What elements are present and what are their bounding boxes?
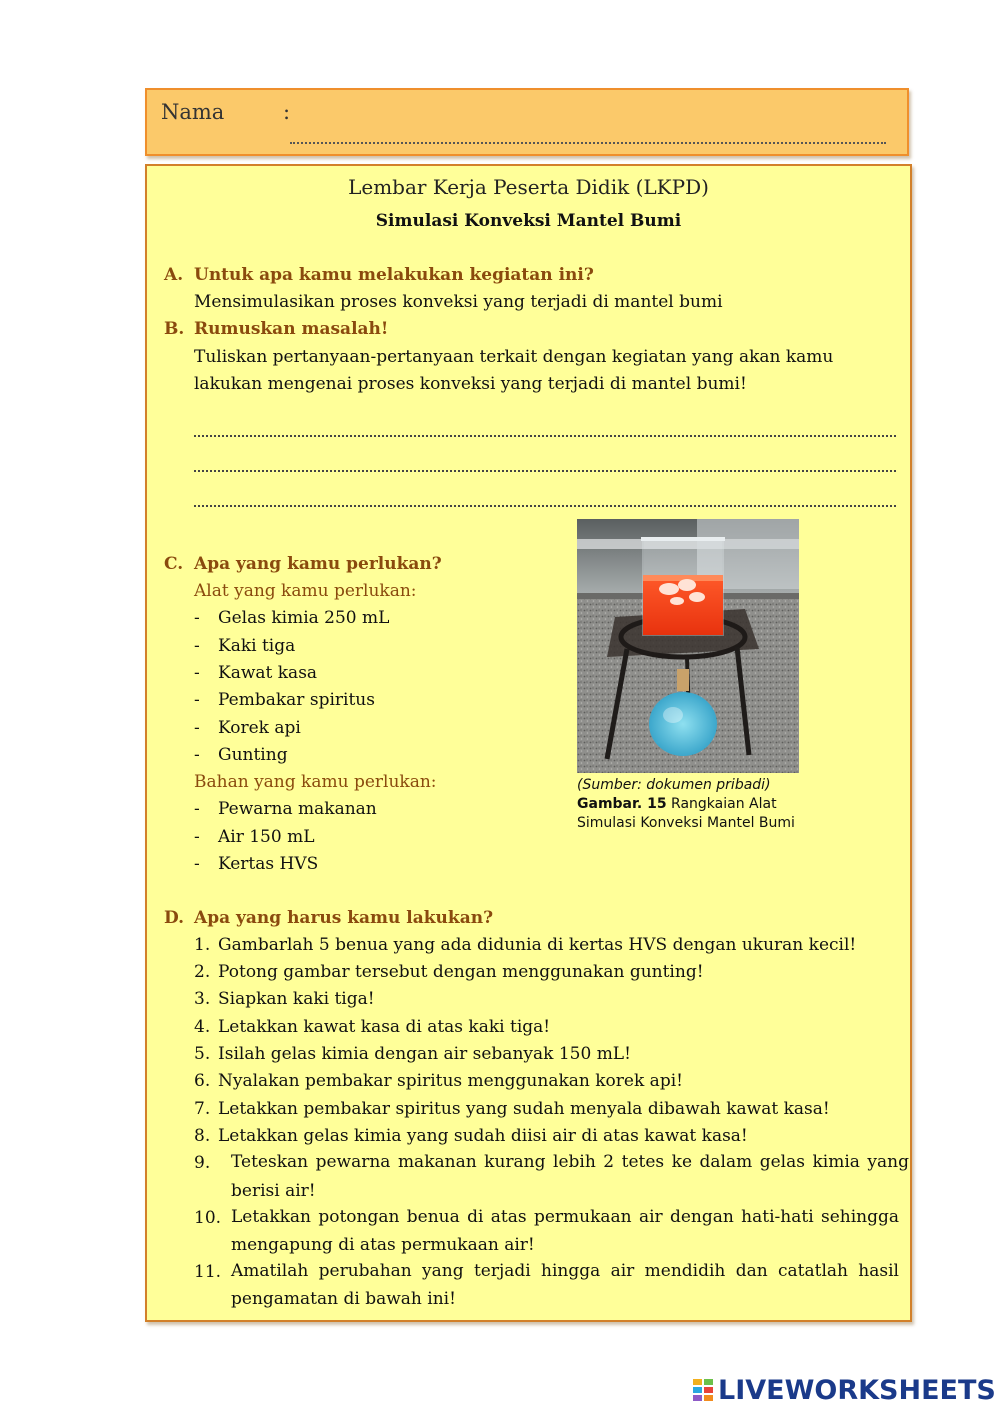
step-text: Isilah gelas kimia dengan air sebanyak 150 mL!: [218, 1044, 631, 1064]
section-b-text-line1: Tuliskan pertanyaan-pertanyaan terkait dengan kegiatan yang akan kamu: [194, 347, 834, 367]
step-number: 6.: [194, 1071, 211, 1091]
step-text: Letakkan pembakar spiritus yang sudah menyala dibawah kawat kasa!: [218, 1099, 830, 1119]
section-b-letter: B.: [164, 319, 185, 339]
step-number: 2.: [194, 962, 211, 982]
step-text: Letakkan gelas kimia yang sudah diisi air di atas kawat kasa!: [218, 1126, 748, 1146]
logo-blocks-icon: [692, 1378, 714, 1402]
name-box: [145, 88, 909, 156]
step-number: 8.: [194, 1126, 211, 1146]
step-number: 5.: [194, 1044, 211, 1064]
answer-line-2[interactable]: [194, 470, 896, 472]
section-a-text: Mensimulasikan proses konveksi yang terjadi di mantel bumi: [194, 292, 723, 312]
list-item: Kaki tiga: [218, 636, 296, 656]
step-text-cont: pengamatan di bawah ini!: [231, 1289, 456, 1309]
list-bullet: -: [194, 608, 200, 628]
figure-source: (Sumber: dokumen pribadi): [577, 777, 771, 793]
page-title: Lembar Kerja Peserta Didik (LKPD): [348, 175, 709, 199]
list-bullet: -: [194, 663, 200, 683]
name-label: Nama: [161, 100, 225, 124]
figure-caption-line1: [577, 795, 777, 814]
step-text-cont: berisi air!: [231, 1181, 316, 1201]
step-text: Potong gambar tersebut dengan menggunakan gunting!: [218, 962, 704, 982]
step-text: Letakkan potongan benua di atas permukaan air dengan hati-hati sehingga: [231, 1207, 899, 1227]
tools-label: Alat yang kamu perlukan:: [194, 581, 417, 601]
experiment-photo: [577, 519, 799, 773]
section-a-letter: A.: [164, 265, 184, 285]
step-text: Teteskan pewarna makanan kurang lebih 2 tetes ke dalam gelas kimia yang: [231, 1152, 909, 1172]
figure-caption-text: Rangkaian Alat: [671, 796, 777, 812]
list-item: Pembakar spiritus: [218, 690, 375, 710]
list-item: Kertas HVS: [218, 854, 319, 874]
list-bullet: -: [194, 827, 200, 847]
step-number: 10.: [194, 1208, 222, 1228]
page-subtitle: Simulasi Konveksi Mantel Bumi: [375, 211, 682, 231]
list-bullet: -: [194, 799, 200, 819]
list-item: Gelas kimia 250 mL: [218, 608, 390, 628]
list-item: Pewarna makanan: [218, 799, 377, 819]
step-text: Siapkan kaki tiga!: [218, 989, 375, 1009]
step-text: Gambarlah 5 benua yang ada didunia di kertas HVS dengan ukuran kecil!: [218, 935, 857, 955]
experiment-illustration: [577, 519, 799, 773]
step-text-cont: mengapung di atas permukaan air!: [231, 1235, 535, 1255]
list-item: Gunting: [218, 745, 288, 765]
list-item: Korek api: [218, 718, 301, 738]
answer-line-1[interactable]: [194, 435, 896, 437]
section-d-heading: Apa yang harus kamu lakukan?: [194, 908, 494, 928]
step-number: 7.: [194, 1099, 211, 1119]
list-bullet: -: [194, 690, 200, 710]
figure-caption-line2: Simulasi Konveksi Mantel Bumi: [577, 815, 795, 831]
name-input-line[interactable]: [290, 142, 886, 144]
list-item: Air 150 mL: [218, 827, 315, 847]
step-number: 1.: [194, 935, 211, 955]
answer-line-3[interactable]: [194, 505, 896, 507]
list-bullet: -: [194, 745, 200, 765]
list-bullet: -: [194, 718, 200, 738]
list-bullet: -: [194, 854, 200, 874]
section-b-text-line2: lakukan mengenai proses konveksi yang terjadi di mantel bumi!: [194, 374, 747, 394]
step-text: Nyalakan pembakar spiritus menggunakan korek api!: [218, 1071, 683, 1091]
list-bullet: -: [194, 636, 200, 656]
materials-label: Bahan yang kamu perlukan:: [194, 772, 437, 792]
step-text: Amatilah perubahan yang terjadi hingga air mendidih dan catatlah hasil: [231, 1261, 899, 1281]
worksheet: [145, 164, 912, 1322]
section-c-letter: C.: [164, 554, 184, 574]
list-item: Kawat kasa: [218, 663, 318, 683]
step-number: 4.: [194, 1017, 211, 1037]
section-c-heading: Apa yang kamu perlukan?: [194, 554, 442, 574]
liveworksheets-logo: [692, 1375, 996, 1405]
step-number: 3.: [194, 989, 211, 1009]
section-a-heading: Untuk apa kamu melakukan kegiatan ini?: [194, 265, 594, 285]
section-b-heading: Rumuskan masalah!: [194, 319, 389, 339]
name-colon: :: [283, 100, 291, 124]
step-text: Letakkan kawat kasa di atas kaki tiga!: [218, 1017, 551, 1037]
figure-label: Gambar. 15: [577, 796, 667, 812]
step-number: 11.: [194, 1262, 222, 1282]
logo-text: LIVEWORKSHEETS: [718, 1374, 996, 1406]
step-number: 9.: [194, 1153, 211, 1173]
section-d-letter: D.: [164, 908, 185, 928]
